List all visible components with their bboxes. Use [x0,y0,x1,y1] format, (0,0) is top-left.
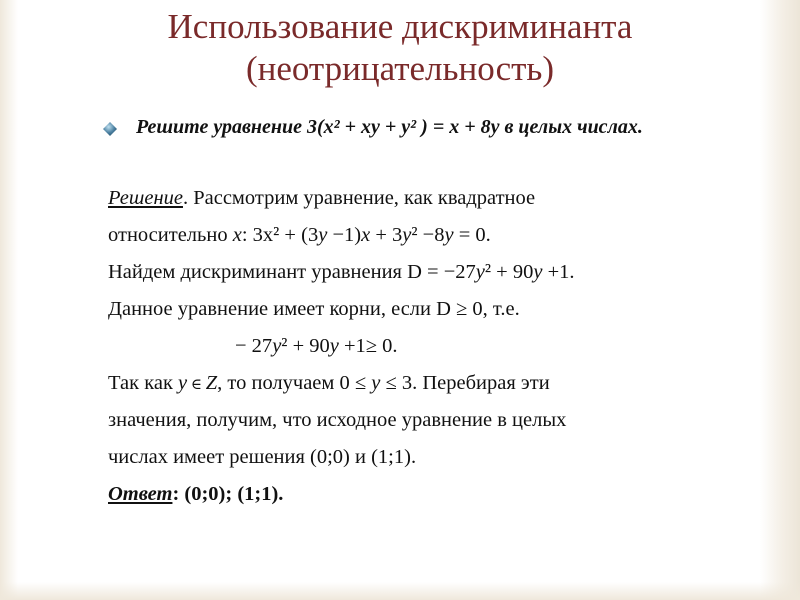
solution-line-1 [108,185,535,211]
set-z: Z [205,372,218,394]
text: +1. [542,261,575,283]
title-line-2: (неотрицательность) [245,49,555,88]
solution-text: . Рассмотрим уравнение, как квадратное [182,187,536,209]
var-y: y [402,224,412,246]
var-y: y [329,335,339,357]
left-shadow [0,0,18,600]
answer-label: Ответ [108,483,173,505]
solution-line-3 [108,259,575,285]
answer-value: : (0;0); (1;1). [172,483,284,505]
text: , то получаем 0 ≤ [217,372,372,394]
text: : 3x² + (3 [241,224,319,246]
text: +1≥ 0. [338,335,398,357]
bottom-shadow [0,582,800,600]
bullet-icon [103,122,117,136]
inequality-line [235,333,398,359]
solution-line-8: числах имеет решения (0;0) и (1;1). [108,446,417,468]
text: −1) [327,224,362,246]
text: ≤ 3. Перебирая эти [380,372,550,394]
var-x: x [232,224,242,246]
text: ² −8 [411,224,445,246]
solution-line-2 [108,222,491,248]
var-y: y [371,372,381,394]
task-statement: Решите уравнение 3(x² + xy + y² ) = x + 8y в целых числах. [136,116,643,138]
element-of-symbol: ∈ [187,377,206,393]
title-line-1: Использование дискриминанта [167,7,633,46]
text: Так как [108,372,179,394]
text: ² + 90 [281,335,330,357]
var-y: y [533,261,543,283]
var-y: y [178,372,188,394]
text: относительно [108,224,233,246]
solution-line-6 [108,370,550,398]
var-y: y [475,261,485,283]
text: Найдем дискриминант уравнения D = −27 [108,261,476,283]
text: − 27 [235,335,273,357]
solution-line-4: Данное уравнение имеет корни, если D ≥ 0, т.е. [108,298,520,320]
var-x: x [361,224,371,246]
var-y: y [318,224,328,246]
var-y: y [444,224,454,246]
page-curl-shadow [760,0,800,600]
text: + 3 [370,224,403,246]
text: ² + 90 [484,261,534,283]
solution-label: Решение [108,187,183,209]
text: = 0. [453,224,491,246]
answer-line [108,481,283,507]
slide-title [60,6,740,90]
var-y: y [272,335,282,357]
solution-line-7: значения, получим, что исходное уравнение в целых [108,409,567,431]
